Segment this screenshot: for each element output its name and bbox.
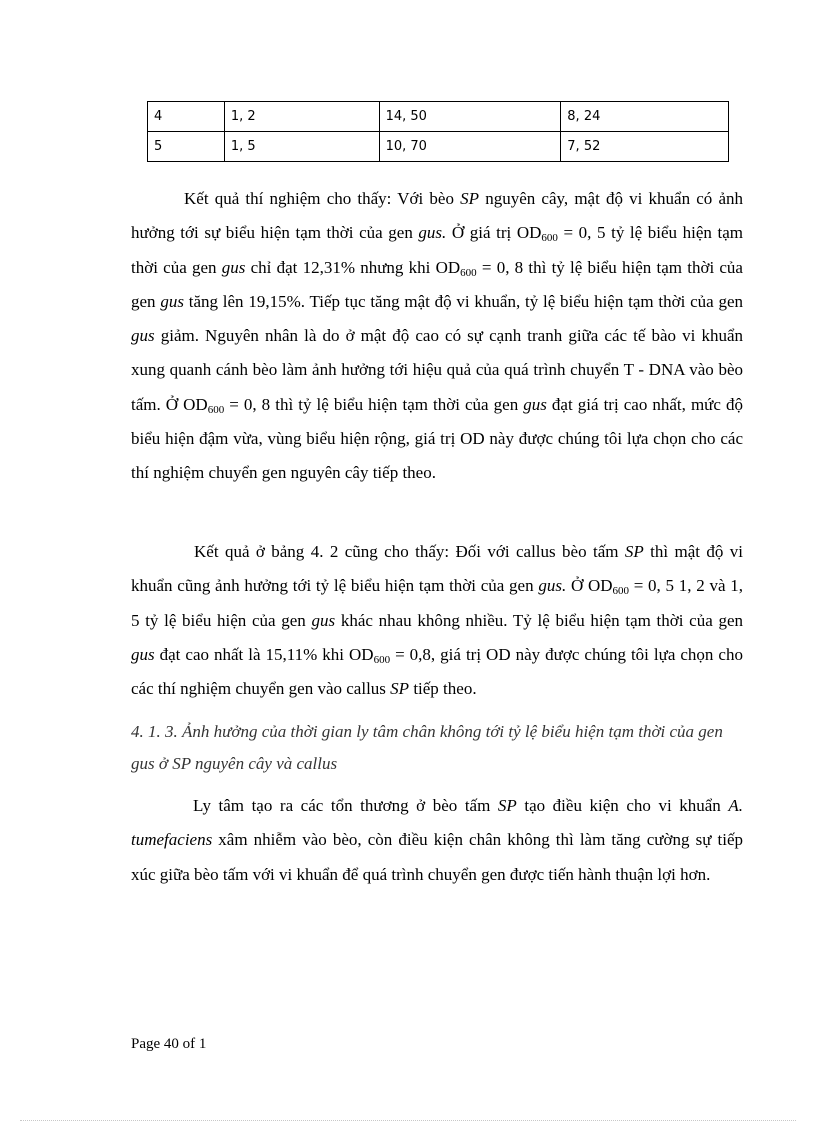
subscript: 600: [541, 232, 558, 245]
text: Ly tâm tạo ra các tổn thương ở bèo tấm: [193, 796, 498, 815]
text: Ở giá trị OD: [446, 223, 542, 243]
text: đạt cao nhất là 15,11% khi OD: [154, 644, 374, 664]
gene-name: gus: [221, 257, 246, 277]
gene-name: gus: [523, 394, 547, 414]
table-cell: 1, 2: [224, 102, 379, 132]
table-cell: 14, 50: [379, 102, 561, 132]
gene-name: gus: [160, 291, 184, 311]
text: nguyên cây, mật độ vi khuẩn có ảnh hưởng tới sự biểu hiện tạm thời của gen: [131, 189, 744, 243]
page-footer: Page 40 of 1: [131, 1036, 207, 1052]
text: xâm nhiễm vào bèo, còn điều kiện chân không thì làm tăng cường sự tiếp xúc giữa bèo tấm với vi khuẩn để quá trình chuyển gen được tiến hành thuận lợi hơn.: [131, 830, 743, 884]
gene-name: gus: [131, 644, 155, 664]
subscript: 600: [373, 653, 391, 666]
subscript: 600: [612, 585, 630, 598]
text: tạo điều kiện cho vi khuẩn: [516, 796, 729, 815]
text: đạt giá trị cao nhất, mức độ biểu hiện đậm vừa, vùng biểu hiện rộng, giá trị OD này được chúng tôi lựa chọn cho các thí nghiệm chuyển gen nguyên cây tiếp theo.: [131, 394, 743, 483]
text: tăng lên 19,15%. Tiếp tục tăng mật độ vi khuẩn, tỷ lệ biểu hiện tạm thời của gen: [183, 291, 743, 311]
text: = 0, 8 thì tỷ lệ biểu hiện tạm thời của gen: [224, 394, 524, 414]
species-name: A. tumefaciens: [131, 796, 743, 850]
species-name: SP: [624, 542, 644, 561]
table-cell: 5: [148, 132, 225, 162]
text: Kết quả ở bảng 4. 2 cũng cho thấy: Đối với callus bèo tấm: [194, 542, 625, 561]
paragraph-centrifuge: [131, 789, 743, 892]
text: = 0, 5 1, 2 và 1, 5 tỷ lệ biểu hiện của gen: [131, 576, 743, 630]
species-name: SP: [390, 679, 410, 699]
text: = 0,8, giá trị OD này được chúng tôi lựa chọn cho các thí nghiệm chuyển gen vào callus: [131, 644, 743, 699]
text: = 0, 5 tỷ lệ biểu hiện tạm thời của gen: [131, 223, 743, 277]
paragraph-od-results: [131, 182, 743, 491]
text: Ở OD: [566, 576, 613, 596]
gene-name: gus.: [418, 223, 447, 243]
text: thì mật độ vi khuẩn cũng ảnh hưởng tới tỷ lệ biểu hiện tạm thời của gen: [131, 542, 743, 596]
page-bottom-border: [20, 1120, 796, 1121]
gene-name: gus.: [538, 576, 567, 596]
table-cell: 7, 52: [561, 132, 729, 162]
table-cell: 10, 70: [379, 132, 561, 162]
table-cell: 1, 5: [224, 132, 379, 162]
section-heading: 4. 1. 3. Ảnh hưởng của thời gian ly tâm chân không tới tỷ lệ biểu hiện tạm thời của gen gus ở SP nguyên cây và callus: [131, 722, 723, 773]
text: khác nhau không nhiều. Tỷ lệ biểu hiện tạm thời của gen: [335, 610, 743, 630]
text: = 0, 8 thì tỷ lệ biểu hiện tạm thời của gen: [131, 257, 743, 311]
species-name: SP: [460, 189, 480, 208]
text: giảm. Nguyên nhân là do ở mật độ cao có sự cạnh tranh giữa các tế bào vi khuẩn xung quanh cánh bèo làm ảnh hưởng tới hiệu quả của quá trình chuyển T - DNA vào bèo tấm. Ở OD: [131, 326, 743, 414]
results-table: [147, 101, 729, 162]
gene-name: gus: [311, 610, 336, 630]
table-row: [148, 102, 729, 132]
subscript: 600: [207, 403, 225, 416]
text: Kết quả thí nghiệm cho thấy: Với bèo: [184, 189, 461, 208]
table-cell: 4: [148, 102, 225, 132]
gene-name: gus: [131, 326, 155, 346]
subscript: 600: [460, 266, 477, 279]
paragraph-callus-results: [131, 535, 743, 706]
text: chỉ đạt 12,31% nhưng khi OD: [245, 257, 461, 277]
text: tiếp theo.: [409, 679, 477, 699]
species-name: SP: [497, 796, 517, 815]
table-row: [148, 132, 729, 162]
table-cell: 8, 24: [561, 102, 729, 132]
